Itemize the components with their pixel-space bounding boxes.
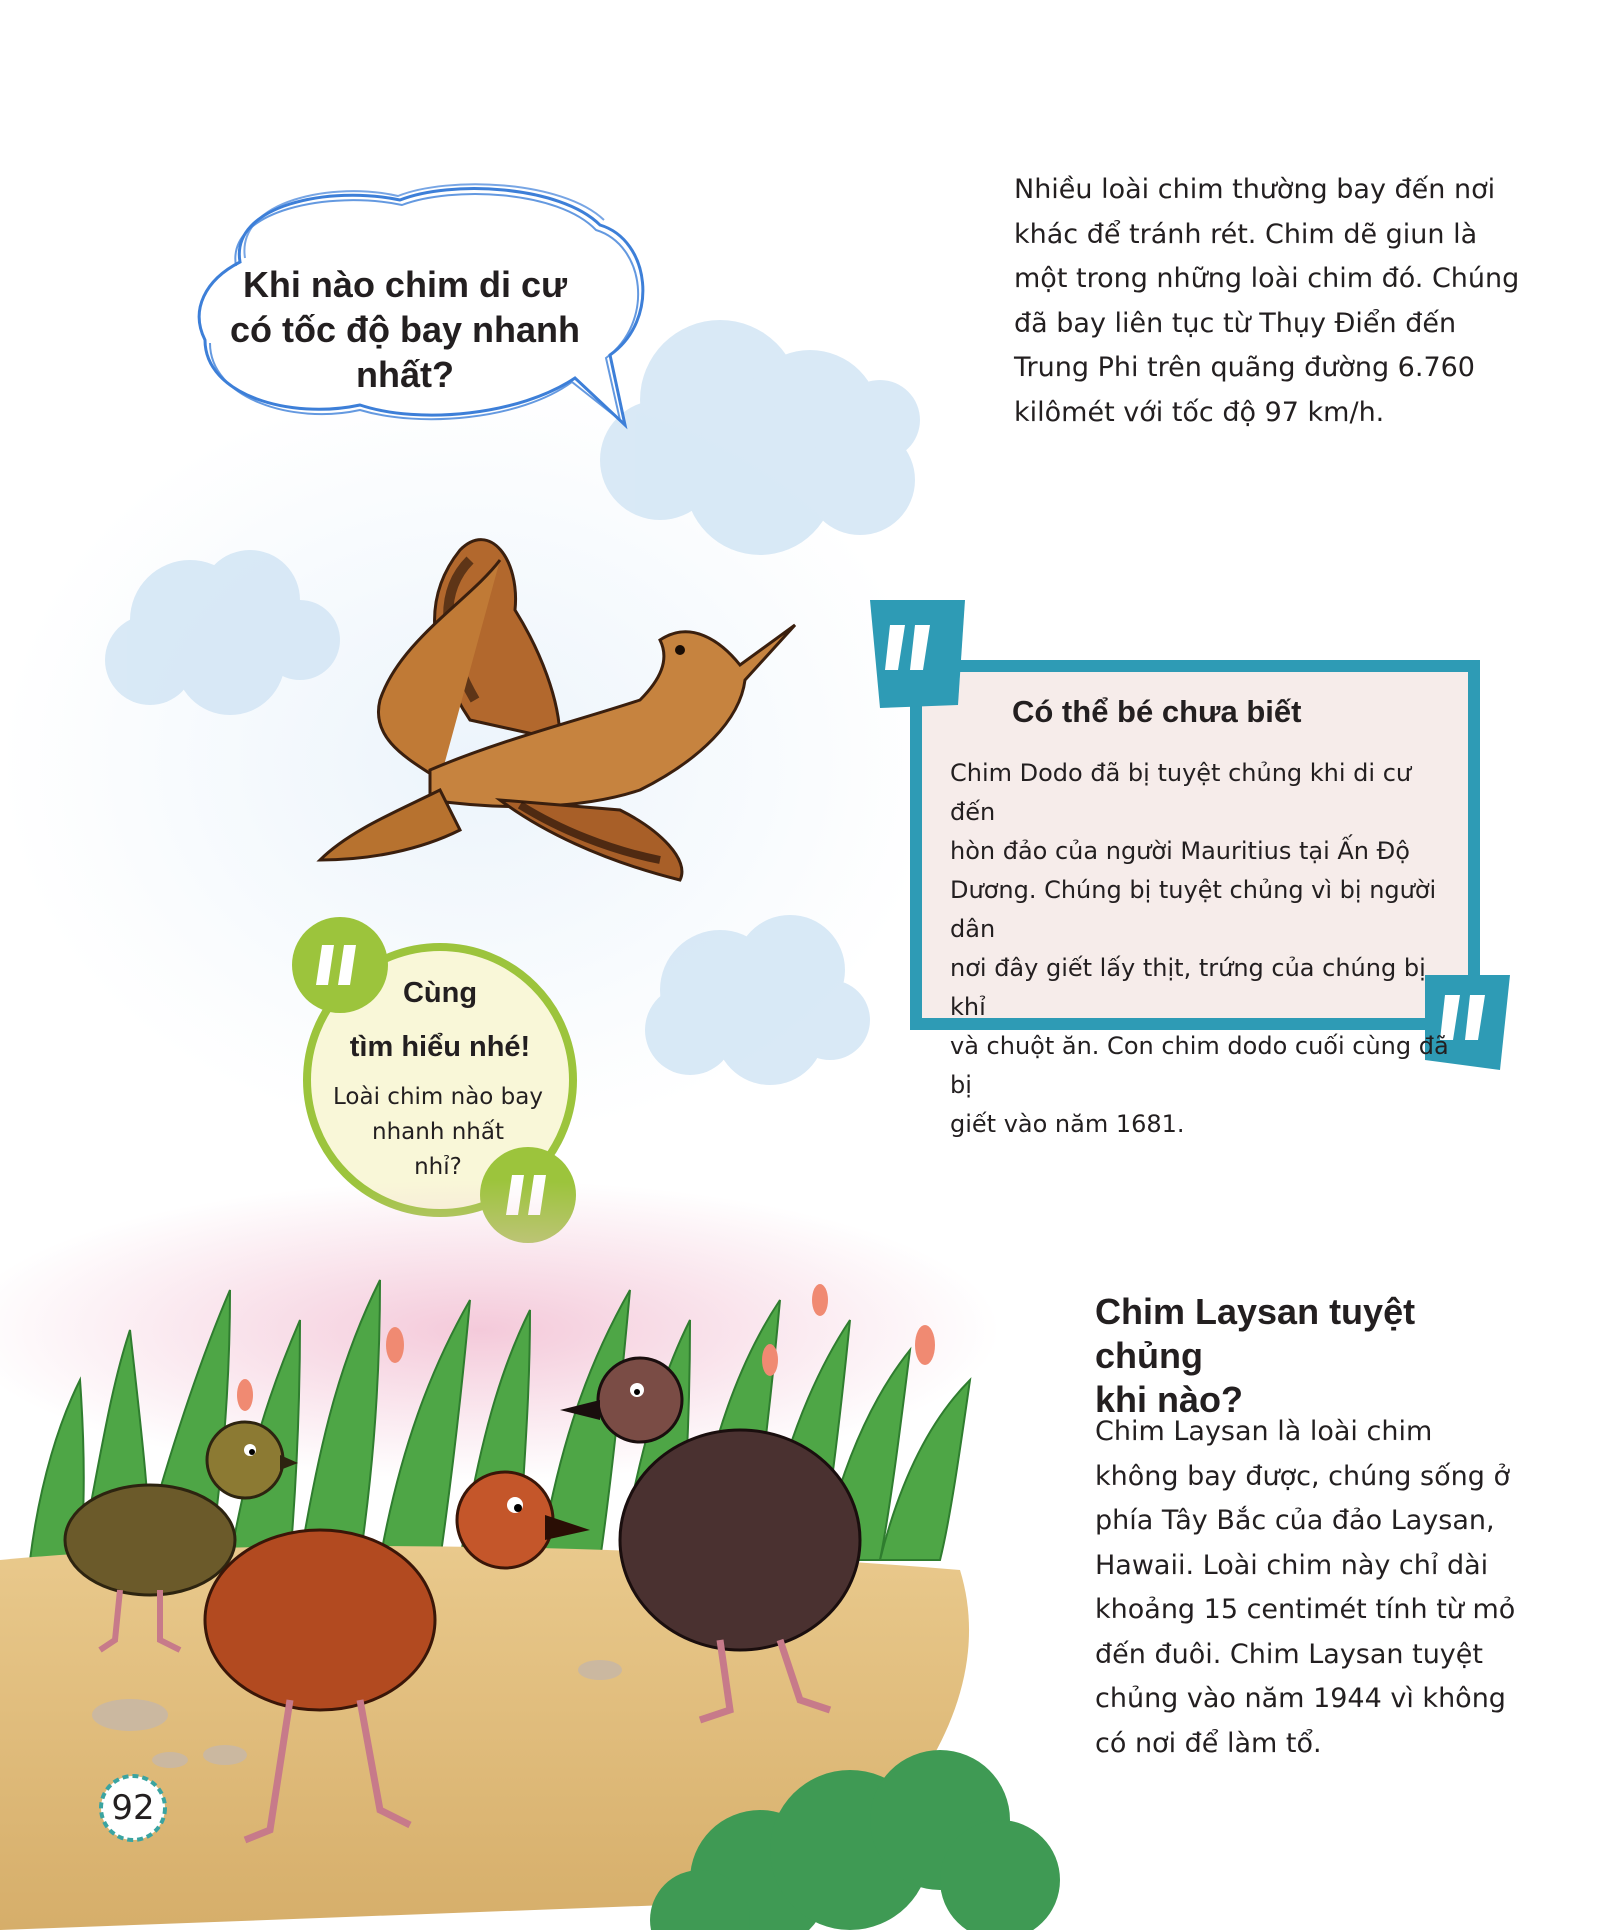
laysan-paragraph xyxy=(1095,1410,1535,1766)
paragraph-line: khác để tránh rét. Chim dẽ giun là xyxy=(1014,218,1478,250)
question-line: nhất? xyxy=(356,354,454,395)
fact-line: Dương. Chúng bị tuyệt chủng vì bị người dân xyxy=(950,876,1437,943)
paragraph-line: đến đuôi. Chim Laysan tuyệt xyxy=(1095,1638,1483,1670)
intro-paragraph xyxy=(1014,168,1534,435)
fact-line: hòn đảo của người Mauritius tại Ấn Độ xyxy=(950,837,1410,865)
laysan-heading xyxy=(1095,1290,1525,1422)
fact-line: nơi đây giết lấy thịt, trứng của chúng bị khỉ xyxy=(950,954,1426,1021)
paragraph-line: phía Tây Bắc của đảo Laysan, xyxy=(1095,1505,1495,1536)
explore-body-line: nhanh nhất xyxy=(372,1119,504,1145)
paragraph-line: Hawaii. Loài chim này chỉ dài xyxy=(1095,1549,1489,1581)
fact-box-title: Có thể bé chưa biết xyxy=(1012,694,1302,729)
explore-body-line: nhỉ? xyxy=(414,1154,462,1180)
question-line: Khi nào chim di cư xyxy=(242,264,568,305)
paragraph-line: Trung Phi trên quãng đường 6.760 xyxy=(1014,352,1475,383)
paragraph-line: Nhiều loài chim thường bay đến nơi xyxy=(1014,174,1496,205)
paragraph-line: kilômét với tốc độ 97 km/h. xyxy=(1014,396,1385,428)
paragraph-line: một trong những loài chim đó. Chúng xyxy=(1014,263,1520,294)
paragraph-line: không bay được, chúng sống ở xyxy=(1095,1460,1510,1492)
explore-bubble-body xyxy=(322,1080,554,1185)
explore-title-line: tìm hiểu nhé! xyxy=(349,1031,531,1063)
fact-box-body xyxy=(950,754,1450,1144)
paragraph-line: Chim Laysan là loài chim xyxy=(1095,1416,1433,1447)
fact-line: và chuột ăn. Con chim dodo cuối cùng đã bị xyxy=(950,1032,1449,1099)
heading-line: khi nào? xyxy=(1095,1379,1244,1420)
question-line: có tốc độ bay nhanh xyxy=(230,309,581,350)
explore-title-line: Cùng xyxy=(402,977,478,1009)
heading-line: Chim Laysan tuyệt chủng xyxy=(1095,1291,1416,1376)
paragraph-line: có nơi để làm tổ. xyxy=(1095,1727,1322,1759)
paragraph-line: đã bay liên tục từ Thụy Điển đến xyxy=(1014,307,1457,339)
paragraph-line: khoảng 15 centimét tính từ mỏ xyxy=(1095,1594,1516,1625)
question-bubble-text xyxy=(230,262,580,397)
paragraph-line: chủng vào năm 1944 vì không xyxy=(1095,1683,1506,1714)
explore-bubble-title xyxy=(325,966,555,1074)
fact-line: giết vào năm 1681. xyxy=(950,1110,1185,1138)
page-number: 92 xyxy=(111,1788,155,1828)
explore-body-line: Loài chim nào bay xyxy=(333,1084,543,1110)
fact-line: Chim Dodo đã bị tuyệt chủng khi di cư đến xyxy=(950,759,1412,826)
